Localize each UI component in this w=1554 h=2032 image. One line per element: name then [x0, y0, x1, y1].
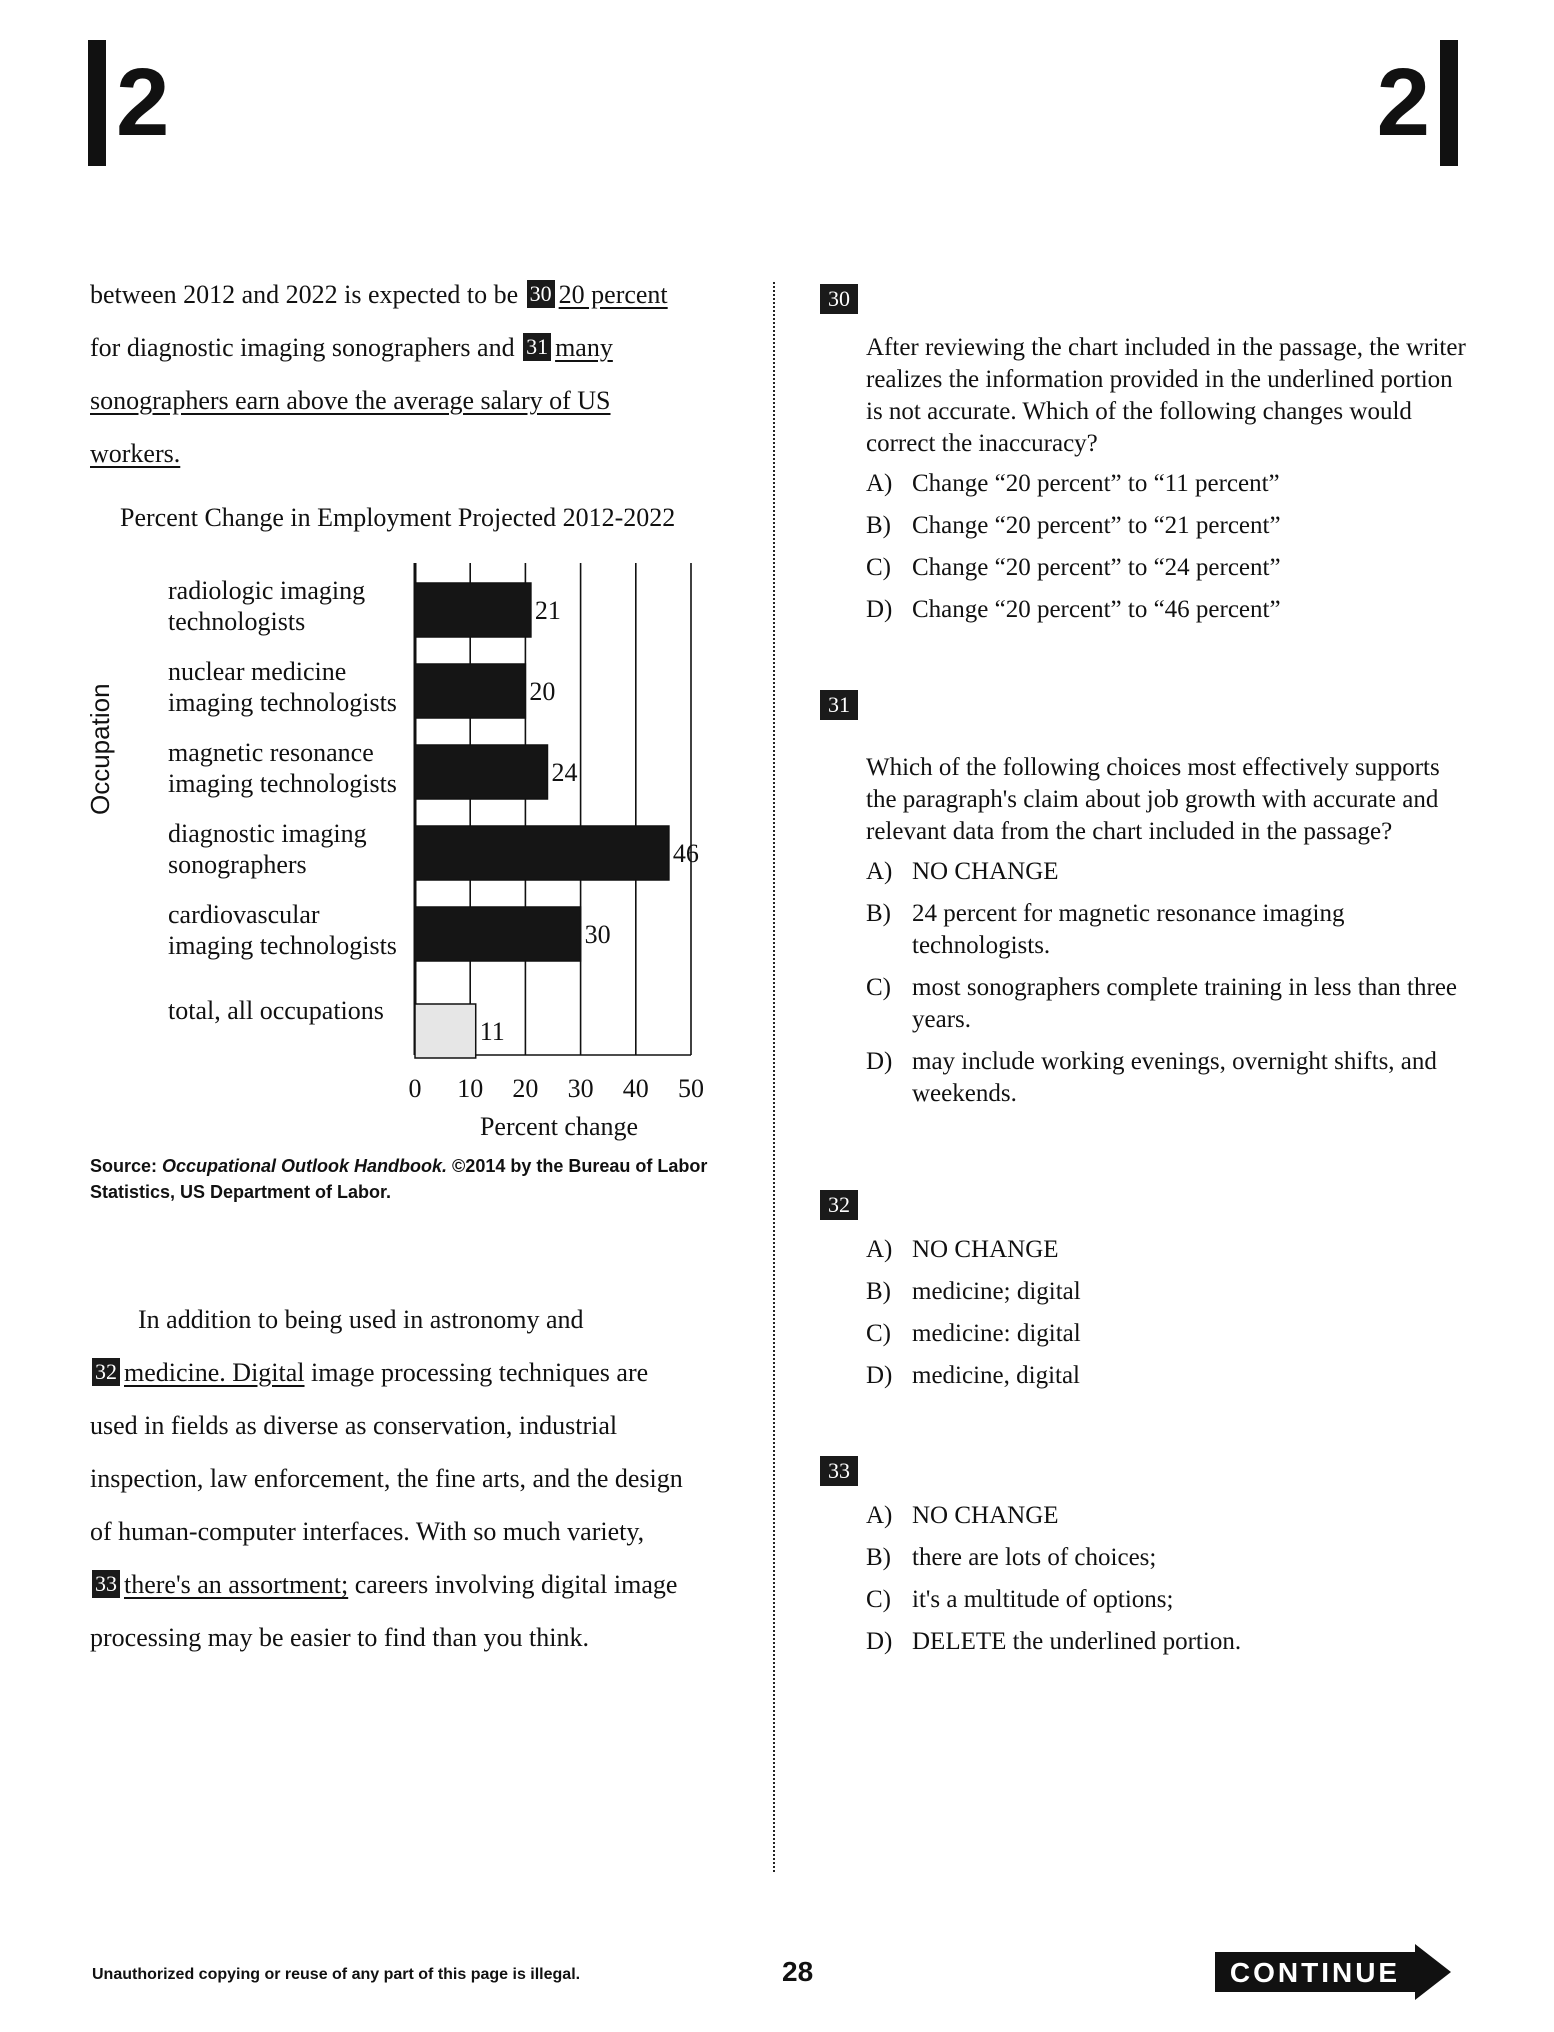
choice-letter: A): [866, 1236, 893, 1263]
choice-text: 24 percent for magnetic resonance imaging technologists.: [912, 900, 1345, 959]
chart-y-axis-label: Occupation: [85, 683, 115, 815]
passage-line: of human-computer interfaces. With so much variety,: [90, 1517, 645, 1546]
question-number-31: 31: [820, 690, 858, 720]
underlined-portion-31-end[interactable]: workers.: [90, 439, 181, 468]
source-title: Occupational Outlook Handbook.: [162, 1156, 448, 1176]
chart-category-text: radiologic imaging: [168, 576, 366, 605]
answer-choice[interactable]: [866, 1046, 1460, 1110]
choice-text: medicine: digital: [912, 1320, 1081, 1347]
choice-letter: D): [866, 1048, 893, 1075]
chart-category-text: magnetic resonance: [168, 738, 374, 767]
passage-text-span: for diagnostic imaging sonographers and: [90, 333, 515, 362]
chart-bar: [415, 907, 581, 961]
question-31: [820, 690, 1460, 1120]
question-32: [820, 1190, 1460, 1402]
chart-data-label: 11: [479, 1017, 505, 1046]
choice-text: medicine; digital: [912, 1278, 1081, 1305]
question-number-32: 32: [820, 1190, 858, 1220]
answer-choice[interactable]: [866, 1234, 1460, 1266]
chart-bar: [415, 1004, 476, 1058]
passage-line: processing may be easier to find than you think.: [90, 1623, 589, 1652]
answer-choice[interactable]: [866, 1500, 1460, 1532]
choice-letter: D): [866, 1628, 893, 1655]
choice-text: Change “20 percent” to “24 percent”: [912, 554, 1281, 581]
continue-button[interactable]: [1215, 1944, 1455, 2000]
chart-category-text: imaging technologists: [168, 769, 397, 798]
column-divider: [773, 282, 775, 1872]
section-number-left: 2: [116, 49, 170, 156]
answer-choice[interactable]: [866, 594, 1460, 626]
answer-choices-32: [866, 1234, 1460, 1392]
choice-letter: A): [866, 858, 893, 885]
passage-text-span: between 2012 and 2022 is expected to be: [90, 280, 519, 309]
answer-choice[interactable]: [866, 972, 1460, 1036]
passage-line: [90, 1346, 740, 1399]
choice-letter: B): [866, 900, 891, 927]
answer-choice[interactable]: [866, 1542, 1460, 1574]
continue-label: CONTINUE: [1229, 1957, 1401, 1988]
chart-data-label: 24: [551, 758, 578, 787]
choice-letter: B): [866, 512, 891, 539]
choice-text: DELETE the underlined portion.: [912, 1628, 1242, 1655]
chart-title: Percent Change in Employment Projected 2012-2022: [120, 503, 676, 532]
chart-tick-label: 50: [678, 1074, 704, 1103]
answer-choice[interactable]: [866, 510, 1460, 542]
chart-bar: [415, 583, 531, 637]
choice-letter: C): [866, 1320, 891, 1347]
copyright-notice: Unauthorized copying or reuse of any part of this page is illegal.: [92, 1966, 581, 1983]
answer-choice[interactable]: [866, 856, 1460, 888]
source-rest: ©2014 by the Bureau of Labor Statistics, US Department of Labor.: [90, 1156, 708, 1202]
chart-category-text: imaging technologists: [168, 688, 397, 717]
choice-letter: D): [866, 1362, 893, 1389]
answer-choice[interactable]: [866, 552, 1460, 584]
choice-text: medicine, digital: [912, 1362, 1081, 1389]
answer-choices-33: [866, 1500, 1460, 1658]
chart-tick-label: 30: [567, 1074, 594, 1103]
choice-text: NO CHANGE: [912, 858, 1059, 885]
chart-category-text: imaging technologists: [168, 931, 397, 960]
passage-text-span: image processing techniques are: [304, 1358, 649, 1387]
question-box-31[interactable]: 31: [523, 333, 551, 361]
chart-tick-label: 20: [512, 1074, 539, 1103]
chart-tick-label: 0: [408, 1074, 422, 1103]
chart-bar: [415, 826, 669, 880]
chart-category-text: total, all occupations: [168, 996, 384, 1025]
answer-choice[interactable]: [866, 1584, 1460, 1616]
question-box-30[interactable]: 30: [527, 280, 555, 308]
underlined-portion-31[interactable]: many: [555, 333, 613, 362]
source-prefix: Source:: [90, 1156, 163, 1176]
answer-choice[interactable]: [866, 1318, 1460, 1350]
question-prompt-30: After reviewing the chart included in the passage, the writer realizes the information provided in the underlined portion is not accurate. Which of the following changes would correct the inaccuracy?: [866, 334, 1466, 457]
chart-data-label: 46: [672, 839, 699, 868]
answer-choice[interactable]: [866, 898, 1460, 962]
choice-letter: D): [866, 596, 893, 623]
question-number-33: 33: [820, 1456, 858, 1486]
chart-tick-label: 40: [622, 1074, 649, 1103]
choice-text: there are lots of choices;: [912, 1544, 1157, 1571]
choice-text: Change “20 percent” to “21 percent”: [912, 512, 1281, 539]
choice-letter: C): [866, 554, 891, 581]
choice-letter: C): [866, 1586, 891, 1613]
chart-tick-label: 10: [457, 1074, 484, 1103]
question-box-33[interactable]: 33: [92, 1570, 120, 1598]
choice-text: it's a multitude of options;: [912, 1586, 1174, 1613]
passage-line: [90, 1558, 740, 1611]
choice-text: Change “20 percent” to “11 percent”: [912, 470, 1280, 497]
choice-letter: C): [866, 974, 891, 1001]
underlined-portion-30[interactable]: 20 percent: [558, 280, 668, 309]
answer-choice[interactable]: [866, 1276, 1460, 1308]
question-33: [820, 1456, 1460, 1668]
passage-paragraph-2: [90, 1293, 740, 1664]
answer-choice[interactable]: [866, 468, 1460, 500]
chart-bar: [415, 664, 525, 718]
answer-choices-31: [866, 856, 1460, 1110]
choice-text: may include working evenings, overnight shifts, and weekends.: [912, 1048, 1437, 1107]
choice-letter: A): [866, 1502, 893, 1529]
chart-data-label: 20: [529, 677, 556, 706]
chart-category-text: cardiovascular: [168, 900, 320, 929]
question-30: [820, 284, 1466, 636]
underlined-portion-32[interactable]: medicine. Digital: [124, 1358, 305, 1387]
choice-text: NO CHANGE: [912, 1502, 1059, 1529]
passage-line: inspection, law enforcement, the fine arts, and the design: [90, 1464, 683, 1493]
chart-x-axis-label: Percent change: [479, 1112, 639, 1141]
underlined-portion-33[interactable]: there's an assortment;: [124, 1570, 349, 1599]
choice-text: most sonographers complete training in less than three years.: [912, 974, 1458, 1033]
choice-text: NO CHANGE: [912, 1236, 1059, 1263]
choice-text: Change “20 percent” to “46 percent”: [912, 596, 1281, 623]
chart-source: [90, 1153, 730, 1205]
answer-choices-30: [866, 468, 1460, 626]
passage-text-span: careers involving digital image: [348, 1570, 678, 1599]
chart-bar: [415, 745, 547, 799]
answer-choice[interactable]: [866, 1360, 1460, 1392]
passage-line: In addition to being used in astronomy and: [138, 1305, 584, 1334]
section-number-right: 2: [1376, 49, 1430, 156]
choice-letter: B): [866, 1278, 891, 1305]
chart-category-text: sonographers: [168, 850, 307, 879]
page-number: 28: [782, 1956, 814, 1987]
question-number-30: 30: [820, 284, 858, 314]
answer-choice[interactable]: [866, 1626, 1460, 1658]
underlined-portion-31-cont[interactable]: sonographers earn above the average salary of US: [90, 386, 611, 415]
chart-category-text: diagnostic imaging: [168, 819, 367, 848]
question-prompt-31: Which of the following choices most effectively supports the paragraph's claim about job growth with accurate and relevant data from the chart included in the passage?: [866, 754, 1440, 845]
choice-letter: A): [866, 470, 893, 497]
passage-line: used in fields as diverse as conservation, industrial: [90, 1411, 618, 1440]
choice-letter: B): [866, 1544, 891, 1571]
question-box-32[interactable]: 32: [92, 1358, 120, 1386]
chart-data-label: 21: [534, 596, 561, 625]
chart-category-text: nuclear medicine: [168, 657, 347, 686]
chart-data-label: 30: [584, 920, 611, 949]
chart-category-text: technologists: [168, 607, 306, 636]
